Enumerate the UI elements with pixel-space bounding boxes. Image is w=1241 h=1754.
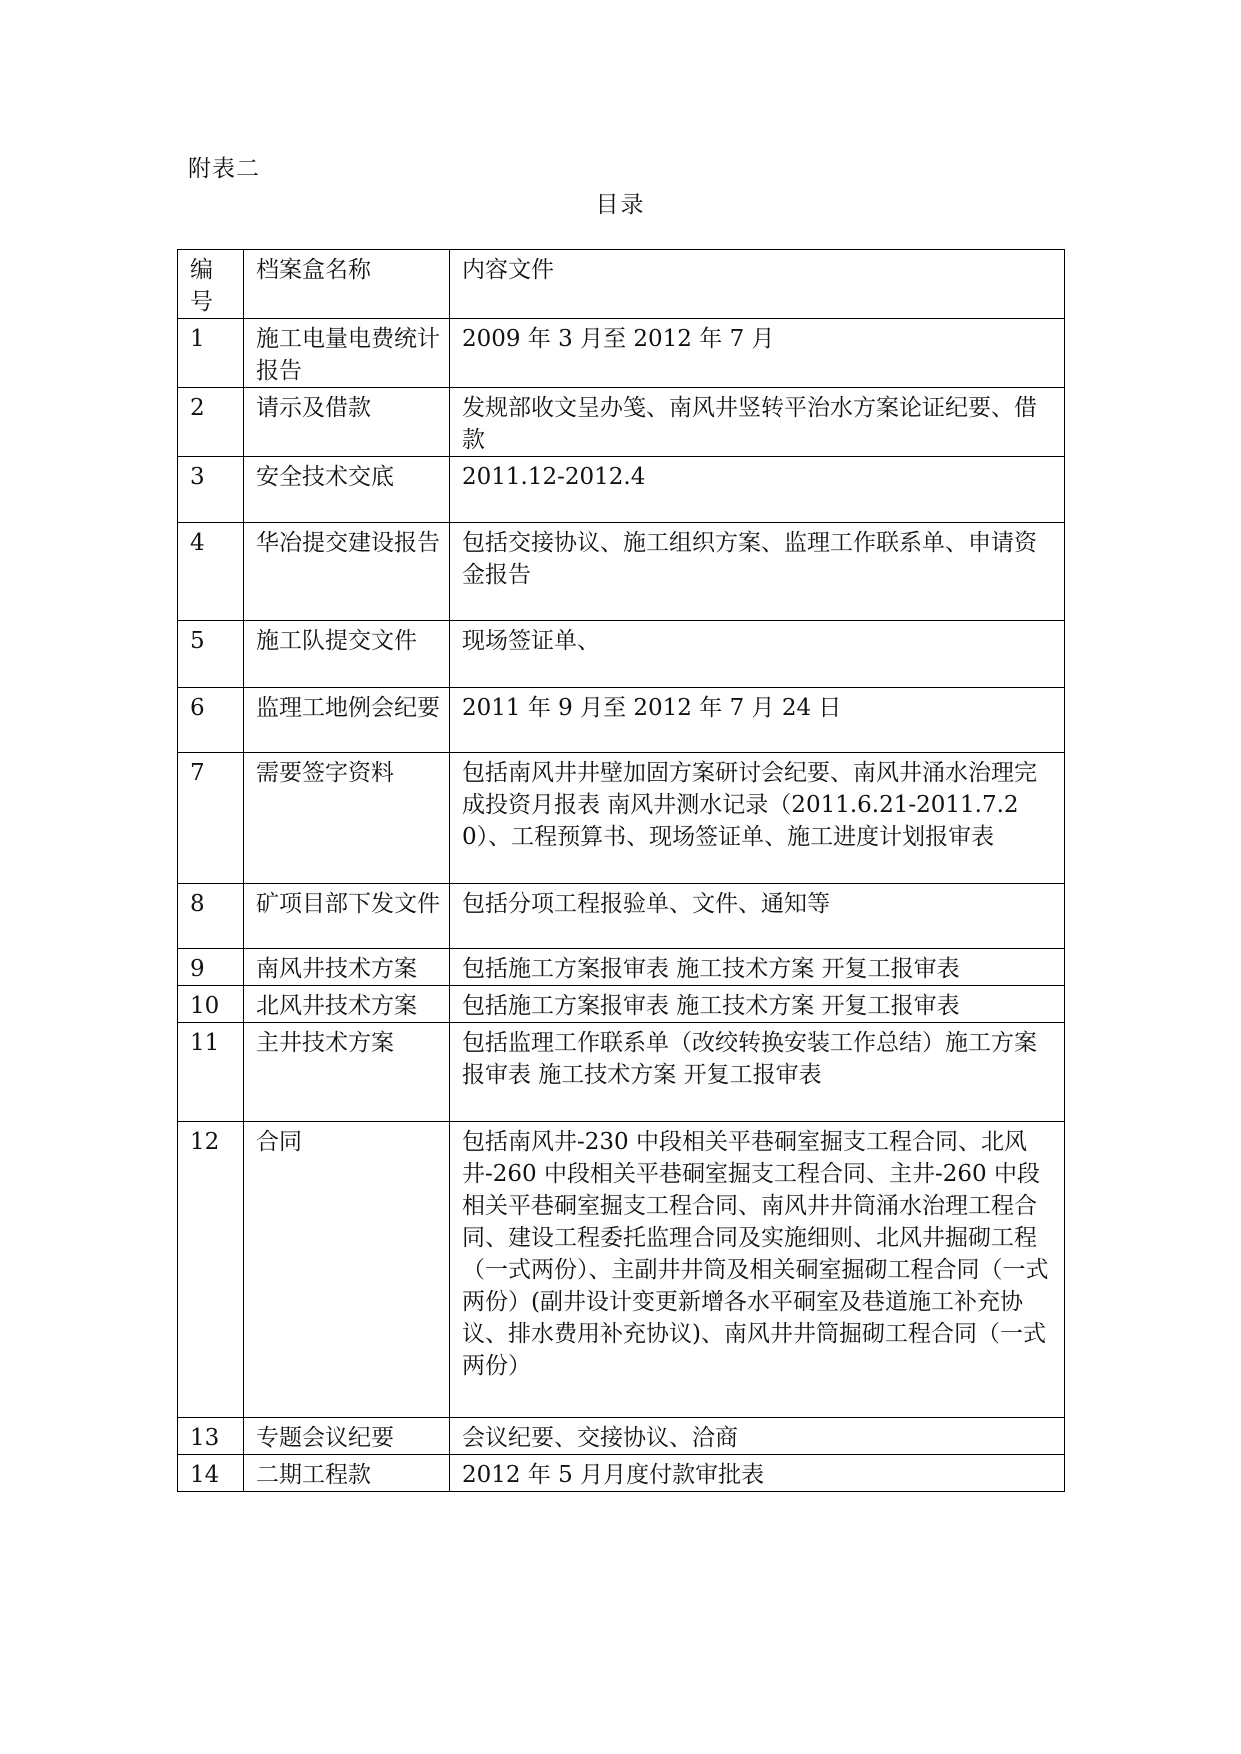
table-row [178, 949, 1065, 986]
row-content: 包括施工方案报审表 施工技术方案 开复工报审表 [450, 949, 1065, 986]
row-content: 2011.12-2012.4 [450, 457, 1065, 523]
table-row [178, 1418, 1065, 1455]
header-number: 编号 [178, 250, 244, 319]
row-box-name: 主井技术方案 [244, 1023, 450, 1122]
row-number: 5 [178, 621, 244, 688]
row-box-name: 合同 [244, 1122, 450, 1418]
row-number: 10 [178, 986, 244, 1023]
row-number: 8 [178, 884, 244, 949]
table-row [178, 1455, 1065, 1492]
row-content: 2009 年 3 月至 2012 年 7 月 [450, 319, 1065, 388]
table-header-row [178, 250, 1065, 319]
row-number: 11 [178, 1023, 244, 1122]
row-content: 包括南风井井壁加固方案研讨会纪要、南风井涌水治理完成投资月报表 南风井测水记录（2011.6.21-2011.7.20）、工程预算书、现场签证单、施工进度计划报审表 [450, 753, 1065, 884]
row-content: 现场签证单、 [450, 621, 1065, 688]
catalog-table [177, 249, 1065, 1492]
table-row [178, 523, 1065, 621]
table-row [178, 986, 1065, 1023]
table-row [178, 753, 1065, 884]
row-box-name: 华冶提交建设报告 [244, 523, 450, 621]
row-number: 14 [178, 1455, 244, 1492]
row-number: 6 [178, 688, 244, 753]
row-box-name: 北风井技术方案 [244, 986, 450, 1023]
header-content-files: 内容文件 [450, 250, 1065, 319]
row-content: 包括分项工程报验单、文件、通知等 [450, 884, 1065, 949]
table-row [178, 884, 1065, 949]
row-number: 3 [178, 457, 244, 523]
row-box-name: 矿项目部下发文件 [244, 884, 450, 949]
document-title: 目录 [595, 192, 646, 218]
row-content: 2011 年 9 月至 2012 年 7 月 24 日 [450, 688, 1065, 753]
row-number: 2 [178, 388, 244, 457]
row-number: 4 [178, 523, 244, 621]
attachment-label: 附表二 [188, 156, 260, 182]
row-number: 7 [178, 753, 244, 884]
row-number: 12 [178, 1122, 244, 1418]
row-box-name: 需要签字资料 [244, 753, 450, 884]
table-row [178, 388, 1065, 457]
row-number: 1 [178, 319, 244, 388]
row-box-name: 专题会议纪要 [244, 1418, 450, 1455]
header-box-name: 档案盒名称 [244, 250, 450, 319]
row-content: 包括南风井-230 中段相关平巷硐室掘支工程合同、北风井-260 中段相关平巷硐室掘支工程合同、主井-260 中段相关平巷硐室掘支工程合同、南风井井筒涌水治理工程合同、建设工程委托监理合同及实施细则、北风井掘砌工程（一式两份）、主副井井筒及相关硐室掘砌工程合同（一式两份）(副井设计变更新增各水平硐室及巷道施工补充协议、排水费用补充协议)、南风井井筒掘砌工程合同（一式两份） [450, 1122, 1065, 1418]
table-row [178, 319, 1065, 388]
table-row [178, 457, 1065, 523]
row-content: 发规部收文呈办笺、南风井竖转平治水方案论证纪要、借款 [450, 388, 1065, 457]
row-box-name: 安全技术交底 [244, 457, 450, 523]
table-row [178, 688, 1065, 753]
row-box-name: 二期工程款 [244, 1455, 450, 1492]
row-number: 13 [178, 1418, 244, 1455]
table-row [178, 1122, 1065, 1418]
row-box-name: 施工队提交文件 [244, 621, 450, 688]
row-content: 包括监理工作联系单（改绞转换安装工作总结）施工方案报审表 施工技术方案 开复工报审表 [450, 1023, 1065, 1122]
row-box-name: 监理工地例会纪要 [244, 688, 450, 753]
row-content: 包括施工方案报审表 施工技术方案 开复工报审表 [450, 986, 1065, 1023]
table-row [178, 621, 1065, 688]
row-box-name: 施工电量电费统计报告 [244, 319, 450, 388]
row-content: 2012 年 5 月月度付款审批表 [450, 1455, 1065, 1492]
row-number: 9 [178, 949, 244, 986]
table-row [178, 1023, 1065, 1122]
row-box-name: 南风井技术方案 [244, 949, 450, 986]
row-box-name: 请示及借款 [244, 388, 450, 457]
row-content: 包括交接协议、施工组织方案、监理工作联系单、申请资金报告 [450, 523, 1065, 621]
row-content: 会议纪要、交接协议、洽商 [450, 1418, 1065, 1455]
